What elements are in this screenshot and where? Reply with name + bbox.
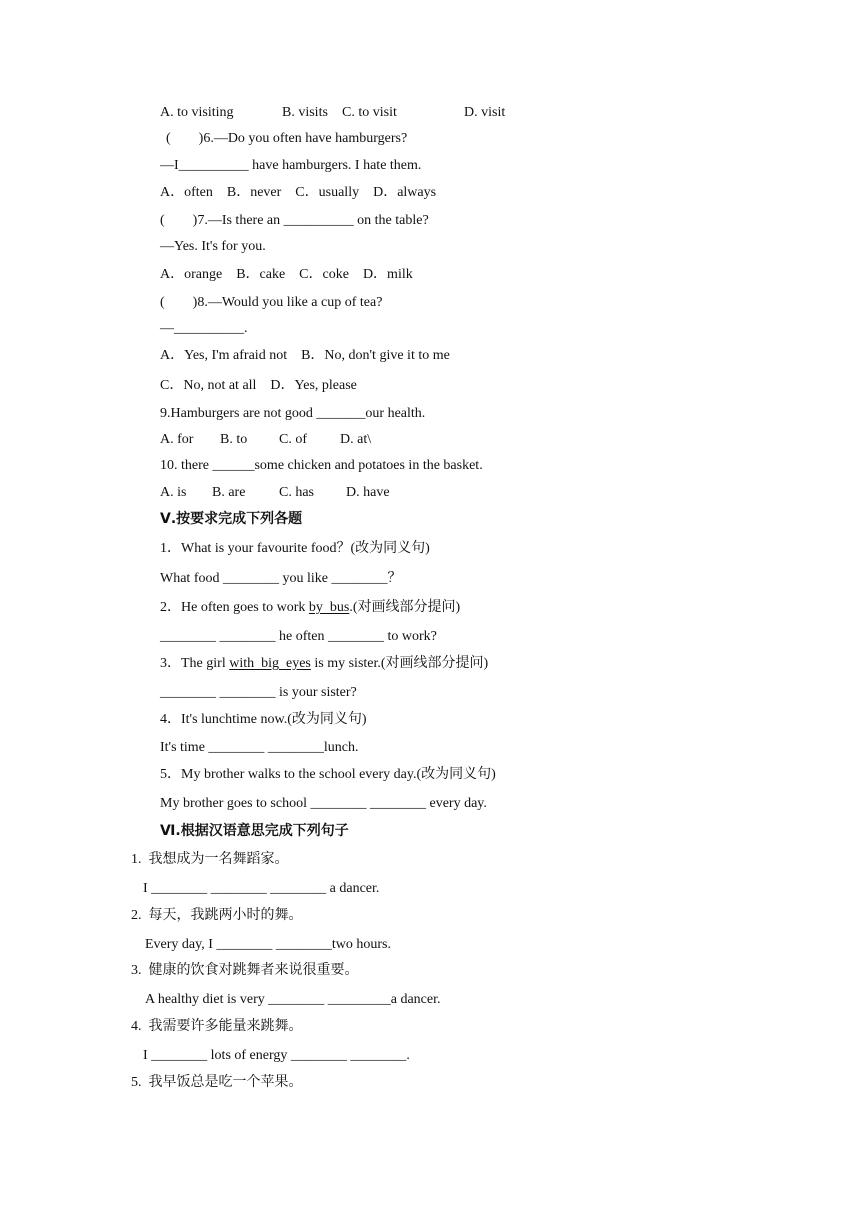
q8-stem: ( )8.—Would you like a cup of tea? (160, 295, 383, 310)
q7-options: A．orange B．cake C．coke D．milk (160, 267, 413, 282)
v5-answer: My brother goes to school ________ ________ every day. (160, 796, 487, 811)
q9-option-c: C. of (279, 432, 307, 447)
v5-question: 5．My brother walks to the school every day.(改为同义句) (160, 767, 496, 782)
q9-stem: 9.Hamburgers are not good _______our health. (160, 406, 426, 421)
q9-option-a: A. for (160, 432, 194, 447)
v2-answer: ________ ________ he often ________ to work? (160, 629, 437, 644)
q9-option-b: B. to (220, 432, 248, 447)
q5-option-b: B. visits (282, 105, 328, 120)
v3-question-pre: 3．The girl (160, 656, 230, 671)
vi1-chinese: 1. 我想成为一名舞蹈家。 (131, 852, 289, 867)
q10-stem: 10. there ______some chicken and potatoes in the basket. (160, 458, 483, 473)
q10-option-a: A. is (160, 485, 187, 500)
v4-answer: It's time ________ ________lunch. (160, 740, 359, 755)
section-v-heading: Ⅴ.按要求完成下列各题 (160, 511, 303, 527)
v3-question (160, 655, 488, 673)
section-vi-heading: Ⅵ.根据汉语意思完成下列句子 (160, 823, 349, 839)
q6-stem: ( )6.—Do you often have hamburgers? (166, 131, 408, 146)
q5-option-c: C. to visit (342, 105, 397, 120)
q10-option-b: B. are (212, 485, 246, 500)
v2-question (160, 599, 460, 617)
vi5-chinese: 5. 我早饭总是吃一个苹果。 (131, 1075, 303, 1090)
vi2-chinese: 2. 每天，我跳两小时的舞。 (131, 908, 303, 923)
q9-option-d: D. at\ (340, 432, 372, 447)
v1-question: 1．What is your favourite food？(改为同义句) (160, 541, 430, 556)
vi4-chinese: 4. 我需要许多能量来跳舞。 (131, 1019, 303, 1034)
v2-question-post: .(对画线部分提问) (349, 600, 461, 615)
v1-answer: What food ________ you like ________？ (160, 571, 402, 586)
v3-question-post: is my sister.(对画线部分提问) (310, 656, 489, 671)
vi3-english: A healthy diet is very ________ _________a dancer. (145, 992, 441, 1007)
q10-option-d: D. have (346, 485, 390, 500)
v2-underlined-phrase: by bus (308, 600, 350, 615)
vi3-chinese: 3. 健康的饮食对跳舞者来说很重要。 (131, 963, 359, 978)
q10-option-c: C. has (279, 485, 314, 500)
q5-option-a: A. to visiting (160, 105, 234, 120)
vi2-english: Every day, I ________ ________two hours. (145, 937, 392, 952)
q7-reply: —Yes. It's for you. (160, 239, 266, 254)
q8-options-2: C．No, not at all D．Yes, please (160, 378, 357, 393)
vi4-english: I ________ lots of energy ________ ________. (143, 1048, 410, 1063)
q8-reply: —__________. (160, 321, 248, 336)
vi1-english: I ________ ________ ________ a dancer. (143, 881, 380, 896)
v3-underlined-phrase: with big eyes (229, 656, 311, 671)
v2-question-pre: 2．He often goes to work (160, 600, 309, 615)
q6-options: A．often B．never C．usually D．always (160, 185, 437, 200)
q5-option-d: D. visit (464, 105, 506, 120)
v3-answer: ________ ________ is your sister? (160, 685, 357, 700)
q6-reply: —I__________ have hamburgers. I hate them. (160, 158, 422, 173)
q7-stem: ( )7.—Is there an __________ on the table? (160, 213, 429, 228)
q8-options-1: A．Yes, I'm afraid not B．No, don't give it to me (160, 348, 450, 363)
v4-question: 4．It's lunchtime now.(改为同义句) (160, 712, 367, 727)
